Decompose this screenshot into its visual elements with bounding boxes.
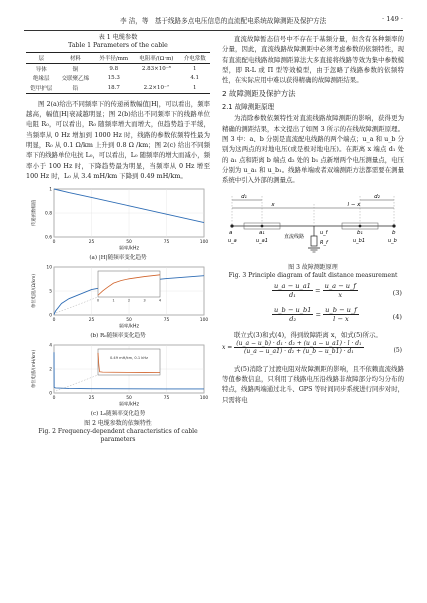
- cable-parameter-table: [26, 52, 210, 93]
- label-ua: u_a: [228, 237, 237, 244]
- table-col-header: 层: [38, 56, 45, 63]
- y-tick-label: 0.8: [45, 211, 52, 217]
- y-tick-label: 0: [49, 391, 52, 397]
- eq3-rhs-num: u_a − u_f: [324, 281, 356, 290]
- x-tick-label: 25: [88, 396, 95, 402]
- body-paragraph: 为消除参数依频特性对直流线路故障测距的影响，获得更为精确的测距结果，本文提出了如图 3 所示的在线故障测距原理。图 3 中：a、b 分别是直流配电线路的两个端点；u_a 和 u_b 分别为这两点的对地电压(或是极对地电压)。在距离 x 端点 d₁ 处的 a₁ 点和距离 b 端点 d₂ 处的 b₁ 点新增两个电压测量点，电压分别为 u_a₁ 和 u_b₁。线路单端或者双端测距方法都需要在测量系统中引入外部的测量点。: [222, 114, 404, 185]
- x-tick-label: 50: [126, 318, 132, 324]
- figure3-caption-en: Fig. 3 Principle diagram of fault distance measurement: [228, 271, 398, 279]
- eq4-lhs-den: d₂: [289, 314, 297, 323]
- eq4-rhs-den: l − x: [333, 314, 349, 323]
- table-cell: 铅: [72, 85, 79, 92]
- label-dc-line: 直流线路: [284, 233, 305, 240]
- eq5-number: (5): [393, 346, 402, 354]
- figure2-caption-en: Fig. 2 Frequency-dependent characteristics of cable parameters: [38, 428, 198, 444]
- label-a: a: [229, 229, 233, 236]
- eq3-lhs-num: u_a − u_a1: [274, 281, 311, 290]
- inset-frame: [98, 349, 160, 375]
- figure3-caption-cn: 图 3 故障测距原理: [288, 263, 338, 271]
- eq3-number: (3): [392, 288, 402, 297]
- table-cell: 绝缘层: [33, 76, 50, 83]
- inset-frame: [98, 271, 160, 297]
- x-tick-label: 0: [52, 240, 56, 246]
- annotation-label: 0.49 mH/km, 0.1 kHz: [110, 356, 148, 361]
- y-axis-label: 传递函数幅值: [32, 199, 37, 227]
- table-cell: 交联聚乙烯: [61, 76, 90, 83]
- body-paragraph: 式(5)消除了过渡电阻对故障测距的影响，且不依赖直流线路等值参数信息，只利用了线路电压沿线路非故障部分均匀分布的特点，线路两端通过北斗、GPS 等时间同步系统进行同步对时，只需将电: [222, 364, 404, 404]
- label-ub1: u_b1: [353, 237, 366, 244]
- table-cell: 1: [192, 65, 197, 72]
- eq4-lhs-num: u_b − u_b1: [274, 305, 312, 314]
- eq4-rhs-num: u_b − u_f: [325, 305, 357, 314]
- table-row: [26, 74, 210, 84]
- label-l-minus-x: l − x: [347, 201, 361, 208]
- x-tick-label: 25: [88, 318, 95, 324]
- table-cell: 9.8: [109, 65, 119, 72]
- label-ub: u_b: [388, 237, 397, 244]
- node-b: [392, 224, 395, 227]
- table-row: [26, 64, 210, 74]
- label-b: b: [392, 229, 396, 236]
- table-cell: 18.7: [107, 84, 120, 91]
- chart-unit-inductance: [26, 341, 210, 407]
- label-a1: a₁: [259, 229, 265, 236]
- inset-x-tick-label: 3: [143, 298, 146, 303]
- equation-5: [222, 340, 404, 364]
- table1-caption-en: Table 1 Parameters of the cable: [68, 42, 168, 50]
- table-row: [26, 83, 210, 93]
- y-axis-label: 单位电感/(mH/km): [32, 349, 37, 389]
- table-cell: [133, 74, 179, 84]
- label-x: x: [271, 201, 275, 208]
- x-axis-label: 频率/kHz: [118, 246, 140, 252]
- body-paragraph: 联立式(3)和式(4)，得到故障距离 x，如式(5)所示。: [234, 330, 382, 339]
- page-number: · 149 ·: [382, 15, 403, 23]
- x-tick-label: 50: [126, 240, 132, 246]
- label-d1: d₁: [241, 193, 247, 200]
- figure2-caption-cn: 图 2 电缆参数的依频特性: [84, 420, 152, 428]
- x-tick-label: 75: [163, 240, 170, 246]
- table-cell: 15.3: [107, 75, 120, 82]
- y-tick-label: 0: [49, 313, 52, 319]
- x-tick-label: 75: [163, 396, 170, 402]
- x-tick-label: 0: [52, 318, 56, 324]
- y-axis-label: 单位电阻/(Ω/km): [32, 274, 37, 309]
- table-col-header: 外半径/mm: [99, 56, 129, 63]
- x-tick-label: 100: [199, 240, 209, 246]
- x-tick-label: 50: [126, 396, 132, 402]
- y-tick-label: 0.6: [45, 235, 52, 241]
- x-tick-label: 0: [52, 396, 56, 402]
- label-b1: b₁: [357, 229, 363, 236]
- header-title: 李 洁，等 基于线路多点电压信息的直流配电系统故障测距及保护方法: [120, 17, 327, 25]
- header-rule: [24, 30, 403, 31]
- eq5-denominator: (u_a − u_a1) · d₂ + (u_b − u_b1) · d₁: [244, 347, 354, 355]
- x-axis-label: 频率/kHz: [118, 324, 140, 330]
- label-rf: R_f: [320, 239, 328, 246]
- y-tick-label: 4: [49, 343, 52, 349]
- x-tick-label: 75: [163, 318, 170, 324]
- inset-x-tick-label: 0: [96, 298, 100, 303]
- node-b1: [359, 224, 362, 227]
- fault-resistor: [311, 236, 317, 246]
- eq4-number: (4): [392, 312, 402, 321]
- eq3-lhs-den: d₁: [289, 290, 296, 299]
- figure2-subcaption-b: (b) R₀随频率变化趋势: [90, 333, 146, 340]
- table1-caption-cn: 表 1 电缆参数: [98, 34, 138, 41]
- chart-unit-resistance: [26, 263, 210, 329]
- equation-3: $\frac{u\_a - u\_a1}{\text{d₁}}$ = $\frac{u\_a - u\_f}{x}$ (3): [274, 281, 402, 299]
- table-cell: 2.2×10⁻⁷: [143, 84, 170, 91]
- figure2-panel-c: [26, 341, 210, 418]
- table-cell: 4.1: [190, 75, 200, 82]
- table-cell: 铜: [72, 66, 79, 73]
- table-col-header: 材料: [69, 56, 81, 63]
- right-column: [222, 34, 404, 405]
- eq3-rhs-den: x: [338, 290, 343, 299]
- node-a: [230, 224, 233, 227]
- table-col-header: 介电常数: [183, 56, 206, 63]
- label-ua1: u_a1: [256, 237, 268, 244]
- y-tick-label: 2: [49, 367, 52, 373]
- figure2-panel-b: [26, 263, 210, 340]
- x-tick-label: 100: [199, 396, 209, 402]
- inset-x-tick-label: 4: [158, 298, 162, 303]
- table-cell: 铠甲护层: [30, 85, 53, 92]
- table-cell: 2.83×10⁻⁸: [141, 65, 171, 72]
- node-a1: [261, 224, 264, 227]
- figure2-subcaption-c: (c) L₀随频率变化趋势: [90, 411, 146, 418]
- body-paragraph: 图 2(a)给出不同频率下的传递函数幅值|H|，可以看出，频率越高，幅值|H|衰减越明显；图 2(b)给出不同频率下的线路单位电阻 R₀，可以看出，R₀ 随频率增大而增大，但趋势趋于平缓，当频率从 0 Hz 增加到 1000 Hz 时，线路的参数依频特性最为明显，R₀ 从 0.1 Ω/km 上升到 0.8 Ω /km；图 2(c) 给出不同频率下的线路单位电抗 L₀，可以看出，L₀ 随频率的增大而减小，频率小于 100 Hz 时，下降趋势最为明显，当频率从 0 Hz 增至 100 Hz 时，L₀ 从 3.4 mH/km 下降到 0.49 mH/km。: [26, 99, 210, 180]
- fault-location-diagram: [222, 188, 404, 260]
- running-header: [0, 10, 427, 30]
- subsection-heading: 2.1 故障测距原理: [222, 103, 275, 112]
- chart-h-magnitude: [26, 185, 210, 251]
- table-cell: 1: [192, 84, 197, 91]
- inset-x-tick-label: 2: [127, 298, 131, 303]
- eq5-numerator: (u_a − u_b) · d₁ · d₂ + (u_a − u_a1) · l · d₁: [236, 339, 362, 347]
- figure2-subcaption-a: (a) |H|随频率变化趋势: [89, 255, 147, 262]
- label-uf: u_f: [320, 229, 328, 236]
- label-d2: d₂: [374, 193, 380, 200]
- x-tick-label: 25: [88, 240, 95, 246]
- left-column: [26, 34, 210, 444]
- table-cell: 导体: [35, 66, 47, 73]
- inset-x-tick-label: 1: [112, 298, 115, 303]
- equation-4: $\frac{u\_b - u\_b1}{\text{d₂}}$ = $\frac{u\_b - u\_f}{l - x}$ (4): [274, 305, 402, 323]
- x-axis-label: 频率/kHz: [118, 402, 140, 408]
- y-tick-label: 10: [46, 265, 52, 271]
- y-tick-label: 5: [49, 289, 52, 295]
- y-tick-label: 1: [49, 187, 52, 193]
- x-tick-label: 100: [199, 318, 209, 324]
- figure2-panel-a: [26, 185, 210, 262]
- table-col-header: 电阻率/(Ω·m): [139, 56, 174, 63]
- intro-paragraph: 直流故障暂态信号中不存在于基频分量，但含有各种频率的分量，因此，直流线路故障测距中必须考虑参数的依频特性，现有直流配电线路故障测距算法大多直接将线路等效为集中参数模型，即 R-L 或 Π 型等效模型，由于忽略了线路参数的依频特性，在实际应用中难以获得精确的故障测距结果。: [222, 35, 404, 85]
- section-heading: 2 故障测距及保护方法: [222, 89, 296, 99]
- eq5-lhs: x =: [222, 343, 233, 351]
- table-header-row: [26, 53, 210, 64]
